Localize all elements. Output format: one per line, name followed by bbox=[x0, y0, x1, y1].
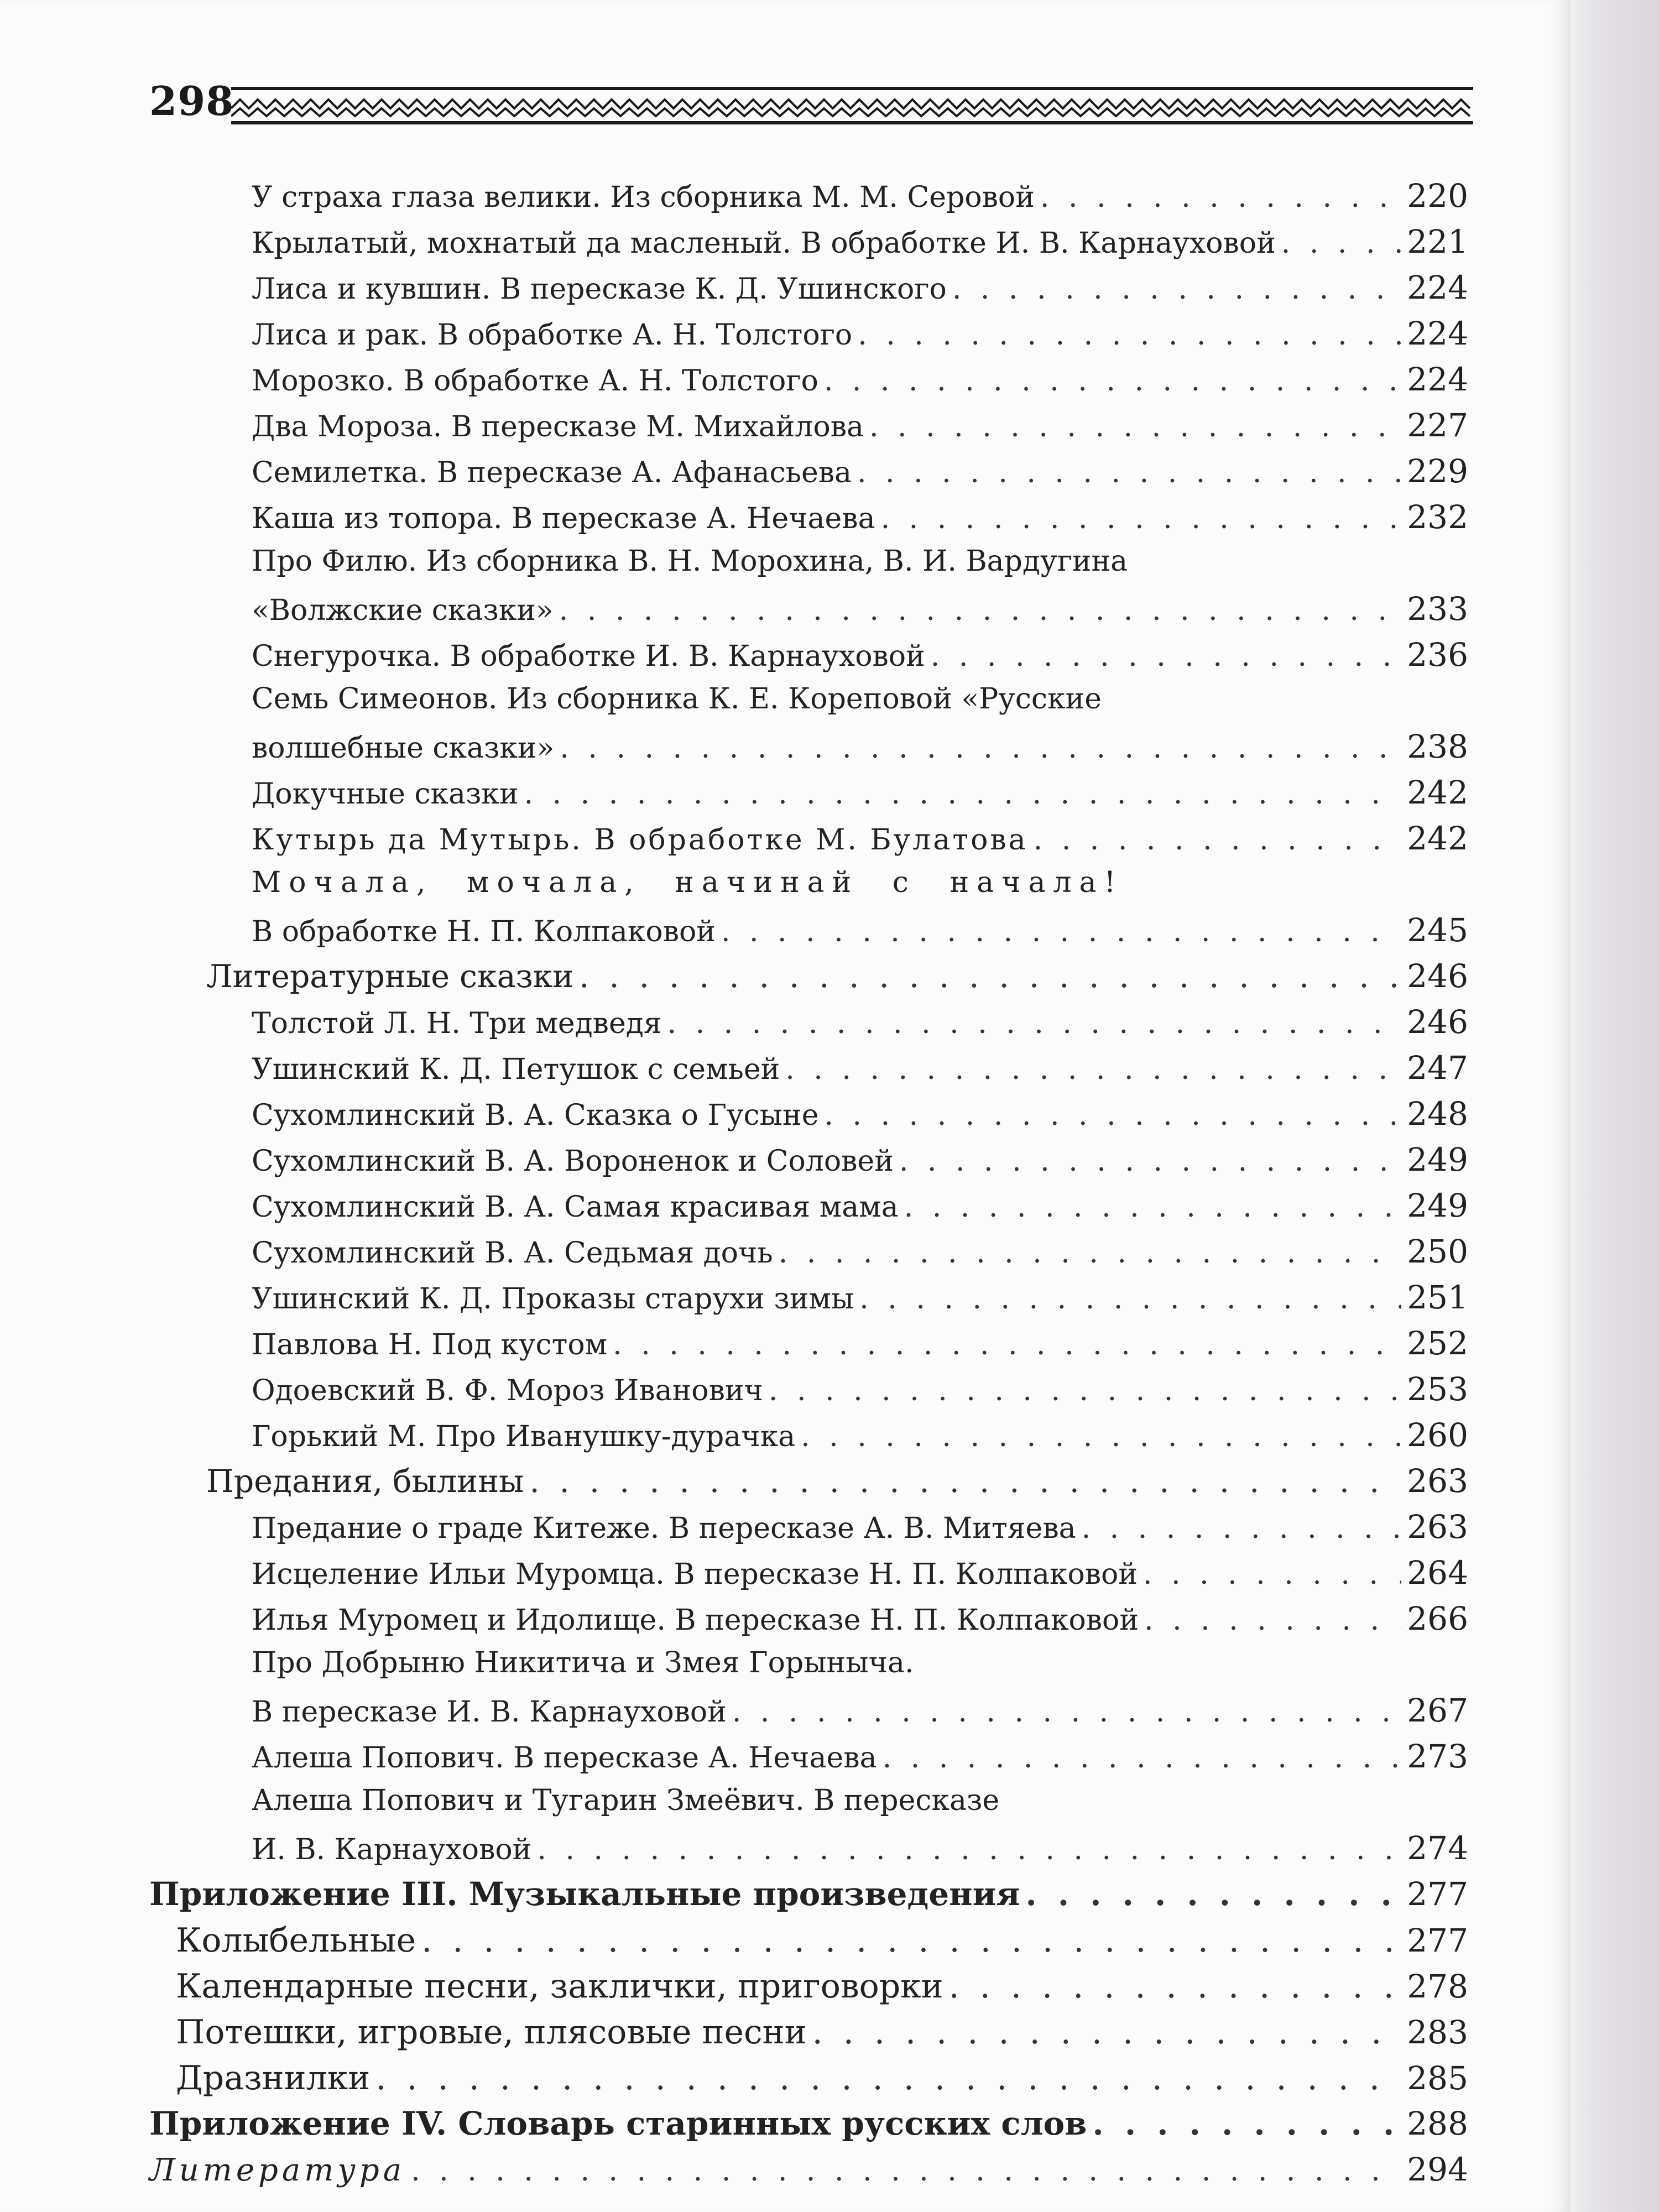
toc-entry-page: 220 bbox=[1407, 177, 1468, 215]
toc-entry-page: 247 bbox=[1407, 1049, 1468, 1087]
leader-dots bbox=[732, 1698, 1401, 1726]
toc-entry-title: Алеша Попович. В пересказе А. Нечаева bbox=[252, 1741, 877, 1775]
toc-entry-title: Исцеление Ильи Муромца. В пересказе Н. П. Колпаковой bbox=[252, 1558, 1138, 1591]
leader-dots bbox=[931, 642, 1402, 671]
toc-appendix-page: 288 bbox=[1407, 2105, 1468, 2142]
toc-entry-page: 233 bbox=[1407, 590, 1468, 628]
toc-entry-title: Сухомлинский В. А. Сказка о Гусыне bbox=[252, 1099, 819, 1132]
toc-entry-title: Лиса и рак. В обработке А. Н. Толстого bbox=[252, 319, 853, 352]
toc-entry-title: Ушинский К. Д. Проказы старухи зимы bbox=[252, 1282, 854, 1316]
leader-dots bbox=[857, 458, 1401, 487]
toc-entry-page: 264 bbox=[1407, 1554, 1468, 1592]
toc-entry-title-line1: Семь Симеонов. Из сборника К. Е. Кореповой «Русские bbox=[252, 682, 1102, 716]
leader-dots bbox=[1144, 1606, 1401, 1635]
toc-entry-page: 273 bbox=[1407, 1738, 1468, 1775]
toc-entry-page: 236 bbox=[1407, 636, 1468, 674]
toc-section-title: Дразнилки bbox=[176, 2059, 371, 2098]
leader-dots bbox=[881, 504, 1402, 533]
toc-entry-title: У страха глаза велики. Из сборника М. М. Серовой bbox=[252, 181, 1035, 214]
leader-dots bbox=[421, 1924, 1401, 1957]
toc-entry[interactable] bbox=[252, 1049, 1468, 1087]
toc-entry[interactable] bbox=[252, 1738, 1468, 1775]
toc-entry[interactable] bbox=[252, 315, 1468, 352]
leader-dots bbox=[952, 275, 1401, 304]
leader-dots bbox=[824, 1101, 1401, 1130]
toc-section-title: Потешки, игровые, плясовые песни bbox=[176, 2013, 807, 2052]
toc-entry-page: 249 bbox=[1407, 1187, 1468, 1224]
toc-entry-title: Горький М. Про Иванушку-дурачка bbox=[252, 1420, 796, 1453]
toc-entry[interactable] bbox=[252, 223, 1468, 260]
leader-dots bbox=[667, 1009, 1402, 1038]
leader-dots bbox=[949, 1970, 1402, 2003]
leader-dots bbox=[537, 1835, 1401, 1864]
toc-entry[interactable] bbox=[252, 452, 1468, 490]
leader-dots bbox=[824, 367, 1401, 395]
toc-entry-title: волшебные сказки» bbox=[252, 732, 555, 765]
toc-entry-title: Предание о граде Китеже. В пересказе А. В. Митяева bbox=[252, 1512, 1076, 1545]
toc-entry-title: Докучные сказки bbox=[252, 778, 519, 811]
toc-entry-page: 232 bbox=[1407, 498, 1468, 536]
toc-section[interactable] bbox=[176, 2059, 1468, 2098]
toc-section-title: Предания, былины bbox=[206, 1463, 524, 1500]
toc-entry[interactable] bbox=[252, 1095, 1468, 1133]
toc-entry-title: Семилетка. В пересказе А. Афанасьева bbox=[252, 456, 852, 489]
toc-literature[interactable] bbox=[149, 2153, 1468, 2186]
leader-dots bbox=[1143, 1560, 1401, 1589]
leader-dots bbox=[721, 917, 1401, 946]
toc-entry-page: 238 bbox=[1407, 728, 1468, 765]
toc-section-page: 263 bbox=[1407, 1462, 1468, 1500]
leader-dots bbox=[529, 1466, 1401, 1498]
toc-entry-title: Ушинский К. Д. Петушок с семьей bbox=[252, 1053, 780, 1086]
toc-entry-page: 253 bbox=[1407, 1370, 1468, 1408]
leader-dots bbox=[560, 734, 1401, 763]
toc-entry-title: Сухомлинский В. А. Самая красивая мама bbox=[252, 1191, 899, 1224]
leader-dots bbox=[869, 413, 1401, 441]
toc-section-page: 277 bbox=[1407, 1922, 1468, 1959]
toc-entry[interactable] bbox=[252, 1508, 1468, 1546]
toc-entry[interactable] bbox=[252, 1233, 1468, 1270]
leader-dots bbox=[883, 1744, 1402, 1772]
toc-entry[interactable] bbox=[252, 1003, 1468, 1041]
page-number: 298 bbox=[149, 77, 234, 124]
toc-entry[interactable] bbox=[252, 590, 1468, 628]
toc-entry[interactable] bbox=[252, 361, 1468, 398]
toc-section[interactable] bbox=[176, 2013, 1468, 2052]
toc-entry-title: Каша из топора. В пересказе А. Нечаева bbox=[252, 502, 875, 535]
toc-entry[interactable] bbox=[252, 1324, 1468, 1362]
leader-dots bbox=[1281, 229, 1402, 258]
toc-entry[interactable] bbox=[252, 1187, 1468, 1224]
toc-entry-page: 251 bbox=[1407, 1279, 1468, 1316]
toc-appendix[interactable] bbox=[149, 1875, 1468, 1913]
toc-entry[interactable] bbox=[252, 498, 1468, 536]
toc-appendix-title: Приложение III. Музыкальные произведения bbox=[149, 1875, 1020, 1913]
leader-dots bbox=[899, 1147, 1401, 1176]
toc-entry[interactable] bbox=[252, 1416, 1468, 1454]
toc-entry-title: В пересказе И. В. Карнауховой bbox=[252, 1695, 727, 1729]
decorative-border-ornament bbox=[231, 84, 1473, 128]
leader-dots bbox=[779, 1239, 1402, 1267]
toc-entry[interactable] bbox=[252, 636, 1468, 674]
toc-entry-page: 242 bbox=[1407, 774, 1468, 811]
toc-entry-page: 274 bbox=[1407, 1829, 1468, 1867]
leader-dots bbox=[375, 2062, 1401, 2095]
toc-entry-title: В обработке Н. П. Колпаковой bbox=[252, 915, 716, 948]
toc-section-title: Колыбельные bbox=[176, 1921, 416, 1960]
leader-dots bbox=[769, 1376, 1401, 1405]
toc-entry[interactable] bbox=[252, 1141, 1468, 1178]
toc-appendix-page: 277 bbox=[1407, 1875, 1468, 1913]
toc-section[interactable] bbox=[206, 1462, 1468, 1500]
toc-entry[interactable] bbox=[252, 269, 1468, 306]
page-header bbox=[149, 72, 1477, 138]
toc-entry-title: Павлова Н. Под кустом bbox=[252, 1328, 608, 1361]
toc-entry-page: 248 bbox=[1407, 1095, 1468, 1133]
toc-entry-title: Лиса и кувшин. В пересказе К. Д. Ушинского bbox=[252, 273, 947, 306]
toc-entry-page: 252 bbox=[1407, 1324, 1468, 1362]
toc-entry-page: 260 bbox=[1407, 1416, 1468, 1454]
toc-entry-page: 245 bbox=[1407, 911, 1468, 949]
toc-entry-page: 224 bbox=[1407, 315, 1468, 352]
leader-dots bbox=[858, 321, 1401, 349]
leader-dots bbox=[1034, 826, 1402, 854]
toc-entry-title: Снегурочка. В обработке И. В. Карнауховой bbox=[252, 640, 925, 673]
toc-entry-title-line1: Про Добрыню Никитича и Змея Горыныча. bbox=[252, 1646, 914, 1679]
toc-entry-page: 250 bbox=[1407, 1233, 1468, 1270]
toc-entry-title: Илья Муромец и Идолище. В пересказе Н. П. Колпаковой bbox=[252, 1604, 1139, 1637]
leader-dots bbox=[1025, 1878, 1401, 1910]
leader-dots bbox=[1040, 183, 1401, 212]
page-edge-shadow bbox=[1571, 0, 1659, 2212]
toc-entry-page: 229 bbox=[1407, 452, 1468, 490]
toc-appendix[interactable] bbox=[149, 2107, 1468, 2140]
leader-dots bbox=[411, 2157, 1401, 2185]
leader-dots bbox=[859, 1285, 1401, 1313]
toc-entry-page: 246 bbox=[1407, 1003, 1468, 1041]
toc-appendix-title: Приложение IV. Словарь старинных русских слов bbox=[149, 2105, 1087, 2142]
toc-entry[interactable] bbox=[252, 406, 1468, 444]
leader-dots bbox=[1082, 1514, 1402, 1543]
toc-section[interactable] bbox=[176, 1967, 1468, 2006]
toc-entry-page: 224 bbox=[1407, 361, 1468, 398]
toc-section-page: 278 bbox=[1407, 1968, 1468, 2005]
toc-entry-title: Сухомлинский В. А. Вороненок и Соловей bbox=[252, 1145, 894, 1178]
toc-entry[interactable] bbox=[252, 911, 1468, 949]
toc-entry-title: «Волжские сказки» bbox=[252, 594, 554, 627]
leader-dots bbox=[559, 596, 1402, 625]
toc-entry-title: Сухомлинский В. А. Седьмая дочь bbox=[252, 1237, 773, 1270]
toc-entry-title: Два Мороза. В пересказе М. Михайлова bbox=[252, 410, 864, 444]
toc-entry-title: Кутырь да Мутырь. В обработке М. Булатова bbox=[252, 823, 1028, 857]
toc-entry-title-line1: Алеша Попович и Тугарин Змеёвич. В пересказе bbox=[252, 1784, 1000, 1817]
leader-dots bbox=[904, 1193, 1402, 1222]
toc-entry-title: Морозко. В обработке А. Н. Толстого bbox=[252, 364, 818, 398]
toc-entry-title: Толстой Л. Н. Три медведя bbox=[252, 1007, 662, 1040]
toc-entry[interactable] bbox=[252, 1370, 1468, 1408]
toc-literature-page: 294 bbox=[1407, 2151, 1468, 2188]
toc-entry-page: 221 bbox=[1407, 223, 1468, 260]
toc-entry[interactable] bbox=[252, 1829, 1468, 1867]
toc-entry-page: 224 bbox=[1407, 269, 1468, 306]
leader-dots bbox=[785, 1055, 1401, 1084]
toc-entry-page: 227 bbox=[1407, 406, 1468, 444]
leader-dots bbox=[524, 780, 1402, 808]
toc-entry-title-line1: Про Филю. Из сборника В. Н. Морохина, В. И. Вардугина bbox=[252, 545, 1128, 578]
toc-section-page: 246 bbox=[1407, 957, 1468, 995]
toc-section[interactable] bbox=[206, 957, 1468, 995]
toc-literature-title: Литература bbox=[149, 2152, 406, 2188]
toc-entry[interactable] bbox=[252, 1554, 1468, 1592]
toc-entry-page: 267 bbox=[1407, 1692, 1468, 1729]
toc-entry[interactable] bbox=[252, 820, 1468, 857]
toc-section-page: 285 bbox=[1407, 2059, 1468, 2097]
toc-entry-title: Одоевский В. Ф. Мороз Иванович bbox=[252, 1374, 763, 1407]
toc-section-title: Литературные сказки bbox=[206, 958, 574, 995]
toc-entry[interactable] bbox=[252, 728, 1468, 765]
leader-dots bbox=[801, 1422, 1401, 1451]
toc-entry[interactable] bbox=[252, 1692, 1468, 1729]
toc-entry-page: 266 bbox=[1407, 1600, 1468, 1637]
toc-entry-page: 249 bbox=[1407, 1141, 1468, 1178]
leader-dots bbox=[613, 1331, 1401, 1359]
leader-dots bbox=[812, 2016, 1402, 2049]
toc-entry-title-line1: Мочала, мочала, начинай с начала! bbox=[252, 866, 1124, 899]
toc-section[interactable] bbox=[176, 1921, 1468, 1960]
toc-entry-page: 263 bbox=[1407, 1508, 1468, 1546]
toc-entry[interactable] bbox=[252, 774, 1468, 811]
leader-dots bbox=[579, 961, 1401, 993]
toc-entry[interactable] bbox=[252, 1600, 1468, 1637]
toc-entry[interactable] bbox=[252, 1279, 1468, 1316]
toc-entry-title: Крылатый, мохнатый да масленый. В обработке И. В. Карнауховой bbox=[252, 227, 1276, 260]
toc-entry-page: 242 bbox=[1407, 820, 1468, 857]
toc-entry-title: И. В. Карнауховой bbox=[252, 1833, 532, 1866]
toc-section-title: Календарные песни, заклички, приговорки bbox=[176, 1967, 943, 2006]
leader-dots bbox=[1092, 2107, 1401, 2140]
toc-section-page: 283 bbox=[1407, 2013, 1468, 2051]
toc-entry[interactable] bbox=[252, 177, 1468, 215]
